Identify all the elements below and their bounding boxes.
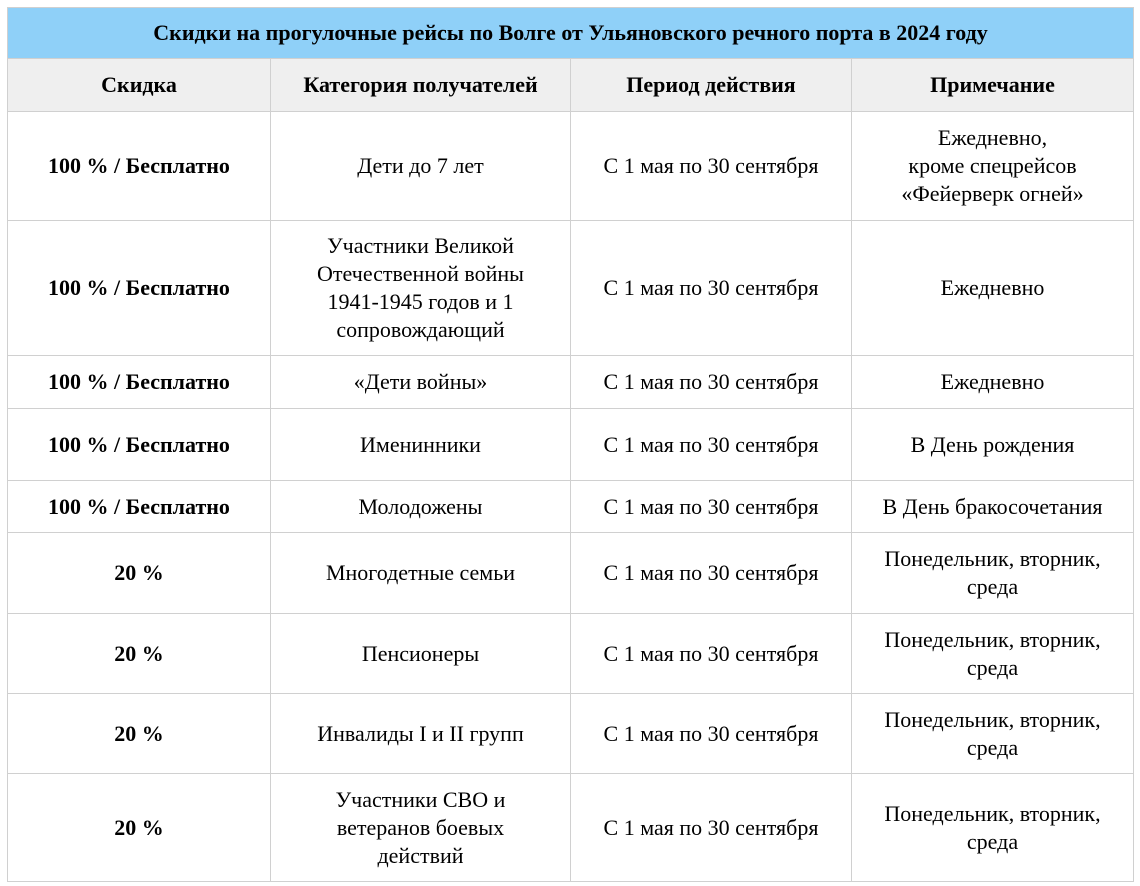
discount-cell: 20 %: [8, 694, 271, 774]
discount-cell: 100 % / Бесплатно: [8, 481, 271, 533]
table-row: [8, 221, 1134, 356]
note-cell: В День рождения: [852, 409, 1134, 481]
table-row: [8, 409, 1134, 481]
period-cell: С 1 мая по 30 сентября: [571, 356, 852, 409]
category-cell: «Дети войны»: [271, 356, 571, 409]
discount-cell: 20 %: [8, 614, 271, 694]
note-cell: Понедельник, вторник, среда: [852, 614, 1134, 694]
period-cell: С 1 мая по 30 сентября: [571, 614, 852, 694]
discount-cell: 20 %: [8, 533, 271, 614]
note-cell: В День бракосочетания: [852, 481, 1134, 533]
period-cell: С 1 мая по 30 сентября: [571, 774, 852, 882]
category-cell: Участники СВО и ветеранов боевых действий: [271, 774, 571, 882]
discounts-table: [7, 7, 1134, 882]
table-row: [8, 112, 1134, 221]
header-note: Примечание: [852, 59, 1134, 112]
discount-cell: 100 % / Бесплатно: [8, 356, 271, 409]
category-cell: Многодетные семьи: [271, 533, 571, 614]
category-cell: Молодожены: [271, 481, 571, 533]
table-title: Скидки на прогулочные рейсы по Волге от Ульяновского речного порта в 2024 году: [8, 8, 1134, 59]
period-cell: С 1 мая по 30 сентября: [571, 694, 852, 774]
period-cell: С 1 мая по 30 сентября: [571, 112, 852, 221]
discount-cell: 100 % / Бесплатно: [8, 409, 271, 481]
category-cell: Именинники: [271, 409, 571, 481]
discount-cell: 100 % / Бесплатно: [8, 221, 271, 356]
title-row: [8, 8, 1134, 59]
period-cell: С 1 мая по 30 сентября: [571, 533, 852, 614]
header-discount: Скидка: [8, 59, 271, 112]
note-cell: Понедельник, вторник, среда: [852, 774, 1134, 882]
note-cell: Ежедневно: [852, 221, 1134, 356]
note-cell: Ежедневно: [852, 356, 1134, 409]
period-cell: С 1 мая по 30 сентября: [571, 481, 852, 533]
category-cell: Пенсионеры: [271, 614, 571, 694]
category-cell: Инвалиды I и II групп: [271, 694, 571, 774]
table-row: [8, 356, 1134, 409]
note-cell: Ежедневно, кроме спецрейсов «Фейерверк огней»: [852, 112, 1134, 221]
discount-cell: 20 %: [8, 774, 271, 882]
table-row: [8, 614, 1134, 694]
category-cell: Участники Великой Отечественной войны 1941-1945 годов и 1 сопровождающий: [271, 221, 571, 356]
period-cell: С 1 мая по 30 сентября: [571, 221, 852, 356]
discount-cell: 100 % / Бесплатно: [8, 112, 271, 221]
note-cell: Понедельник, вторник, среда: [852, 533, 1134, 614]
header-period: Период действия: [571, 59, 852, 112]
table-row: [8, 774, 1134, 882]
header-row: [8, 59, 1134, 112]
header-category: Категория получателей: [271, 59, 571, 112]
table-row: [8, 694, 1134, 774]
period-cell: С 1 мая по 30 сентября: [571, 409, 852, 481]
category-cell: Дети до 7 лет: [271, 112, 571, 221]
table-row: [8, 481, 1134, 533]
discounts-table-container: [7, 7, 1133, 879]
note-cell: Понедельник, вторник, среда: [852, 694, 1134, 774]
table-row: [8, 533, 1134, 614]
